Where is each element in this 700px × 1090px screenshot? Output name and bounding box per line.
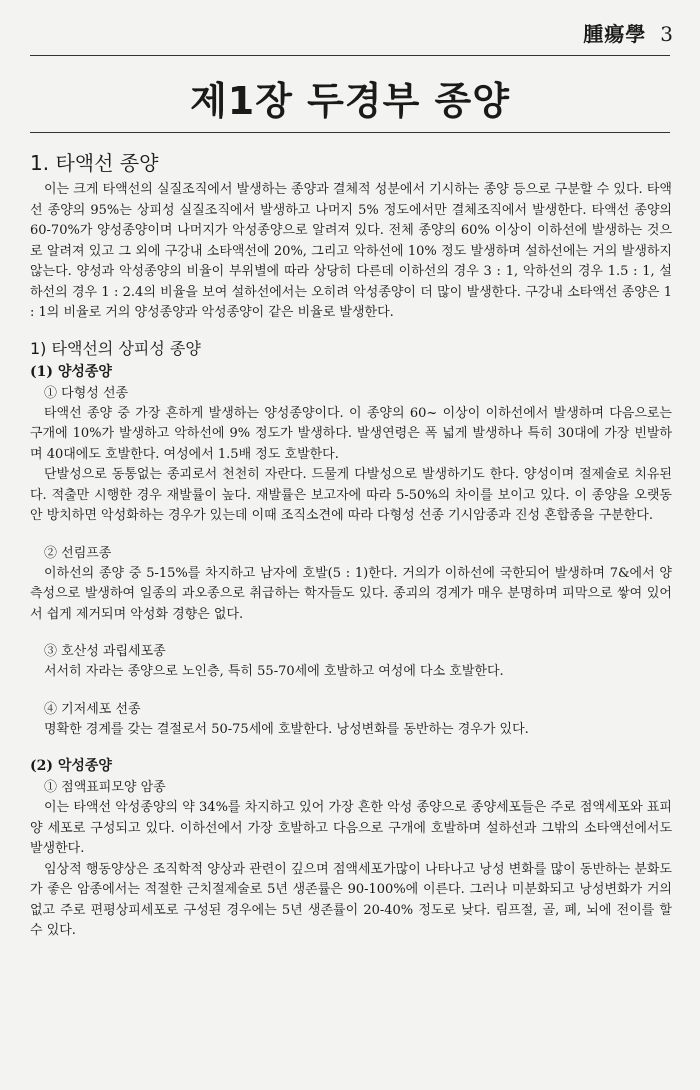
paragraph: 이는 타액선 악성종양의 약 34%를 차지하고 있어 가장 흔한 악성 종양으로 종양세포들은 주로 점액세포와 표피양 세포로 구성되고 있다. 이하선에서 가장 호발하고 다음으로 구개에 호발하며 설하선과 그밖의 소타액선에서도 발생한다.: [30, 800, 672, 856]
paragraph: 임상적 행동양상은 조직학적 양상과 관련이 깊으며 점액세포가많이 나타나고 낭성 변화를 많이 동반하는 분화도가 좋은 암종에서는 적절한 근치절제술로 5년 생존률은 90-100%에 이른다. 그러나 미분화되고 낭성변화가 거의 없고 주로 편평상피세포로 구성된 경우에는 5년 생존률이 20-40% 정도로 낮다. 림프절, 골, 폐, 뇌에 전이를 할 수 있다.: [30, 861, 672, 938]
subsection-heading: 1) 타액선의 상피성 종양: [30, 338, 201, 358]
header-rule-bottom: [30, 132, 670, 133]
paragraph: 단발성으로 동통없는 종괴로서 천천히 자란다. 드물게 다발성으로 발생하기도 한다. 양성이며 절제술로 치유된다. 적출만 시행한 경우 재발률이 높다. 재발률은 보고자에 따라 5-50%의 차이를 보이고 있다. 이 종양을 오랫동안 방치하면 악성화하는 경우가 있는데 이때 조직소견에 따라 다형성 선종 기시암종과 진성 혼합종을 구분한다.: [30, 467, 672, 523]
benign-heading: (1) 양성종양: [30, 363, 112, 380]
running-header: [583, 18, 674, 47]
paragraph: 서서히 자라는 종양으로 노인층, 특히 55-70세에 호발하고 여성에 다소 호발한다.: [44, 664, 504, 679]
body-text: [30, 140, 672, 942]
malignant-heading: (2) 악성종양: [30, 758, 112, 774]
section-heading-1: 1. 타액선 종양: [30, 151, 159, 175]
page-number: 3: [660, 22, 674, 46]
item-heading-basal-cell-adenoma: ④ 기저세포 선종: [44, 701, 141, 717]
item-heading-pleomorphic-adenoma: ① 다형성 선종: [44, 385, 129, 401]
paragraph-intro: 이는 크게 타액선의 실질조직에서 발생하는 종양과 결체적 성분에서 기시하는 종양 등으로 구분할 수 있다. 타액선 종양의 95%는 상피성 실질조직에서 발생하고 나머지 5% 정도에서만 결체조직에서 발생한다. 타액선 종양의 60-70%가 양성종양이며 나머지가 악성종양으로 알려져 있다. 전체 종양의 60% 이상이 이하선에 발생하는 것으로 알려져 있고 그 외에 구강내 소타액선에 20%, 그리고 악하선에 10% 정도 발생하며 설하선에는 거의 발생하지 않는다. 양성과 악성종양의 비율이 부위별에 따라 상당히 다른데 이하선의 경우 3 : 1, 악하선의 경우 1.5 : 1, 설하선의 경우 1 : 2.4의 비율을 보여 설하선에서는 오히려 악성종양이 더 많이 발생한다. 구강내 소타액선 종양은 1 : 1의 비율로 거의 양성종양과 악성종양이 같은 비율로 발생한다.: [30, 182, 672, 320]
running-title: 腫瘍學: [583, 22, 647, 46]
item-heading-warthin-tumor: ② 선림프종: [44, 545, 112, 561]
chapter-title: 제1장 두경부 종양: [190, 79, 510, 123]
paragraph: 타액선 종양 중 가장 흔하게 발생하는 양성종양이다. 이 종양의 60~ 이상이 이하선에서 발생하며 다음으로는 구개에 10%가 발생하고 악하선에 9% 정도가 발생하다. 발생연령은 폭 넓게 발생하나 특히 30대에 가장 빈발하며 40대에도 호발한다. 여성에서 1.5배 정도 호발한다.: [30, 405, 672, 462]
paragraph: 이하선의 종양 중 5-15%를 차지하고 남자에 호발(5 : 1)한다. 거의가 이하선에 국한되어 발생하며 7&에서 양측성으로 발생하여 일종의 과오종으로 취급하는 학자들도 있다. 종괴의 경계가 매우 분명하며 피막으로 쌓여 있어서 쉽게 제거되며 악성화 경향은 없다.: [30, 565, 672, 622]
paragraph: 명확한 경계를 갖는 결절로서 50-75세에 호발한다. 낭성변화를 동반하는 경우가 있다.: [44, 721, 529, 737]
header-rule-top: [30, 55, 670, 56]
item-heading-oncocytoma: ③ 호산성 과립세포종: [44, 644, 166, 659]
item-heading-mucoepidermoid-carcinoma: ① 점액표피모양 암종: [44, 780, 166, 795]
